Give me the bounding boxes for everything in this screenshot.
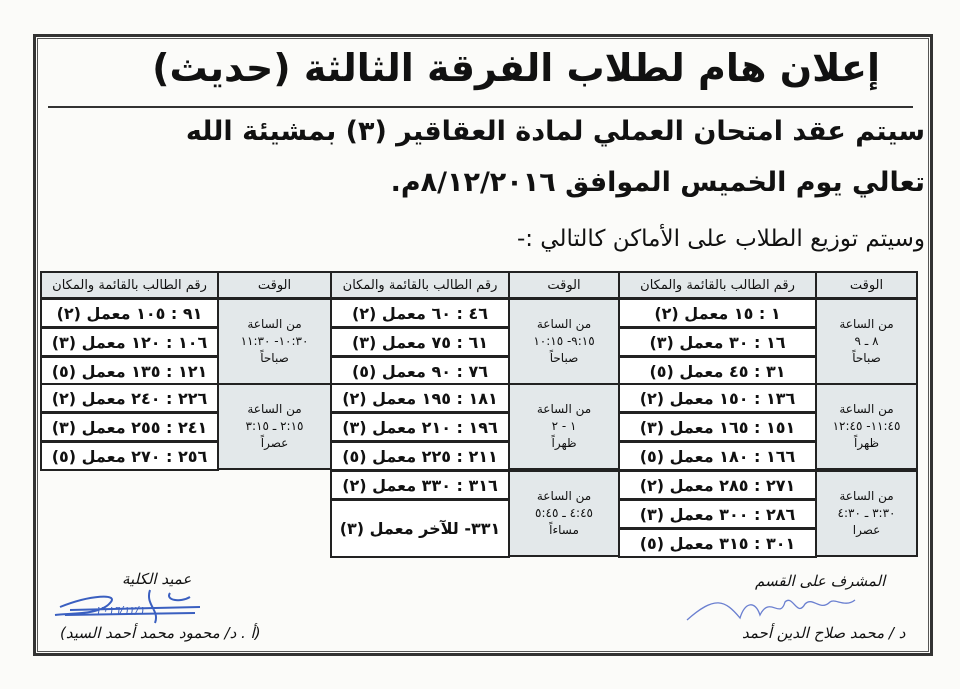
student-range-row: ٣٣١- للآخر معمل (٣)	[330, 499, 510, 558]
student-range-row: ١٢١ : ١٣٥ معمل (٥)	[40, 356, 219, 386]
student-range-row: ٢٧١ : ٢٨٥ معمل (٢)	[618, 470, 817, 500]
session-time-line: ظهراً	[853, 436, 880, 450]
student-range-row: ٦١ : ٧٥ معمل (٣)	[330, 327, 510, 357]
student-range-row: ٧٦ : ٩٠ معمل (٥)	[330, 356, 510, 386]
student-range-row: ١٦ : ٣٠ معمل (٣)	[618, 327, 817, 357]
session-time-line: من الساعة	[839, 402, 894, 416]
session-time-cell	[815, 383, 918, 470]
session-time-line: من الساعة	[247, 402, 302, 416]
header-time: الوقت	[217, 271, 332, 299]
header-students: رقم الطالب بالقائمة والمكان	[618, 271, 817, 299]
session-time-line: صباحاً	[260, 351, 289, 365]
announcement-line-3: وسيتم توزيع الطلاب على الأماكن كالتالي :-	[516, 226, 925, 252]
session-time-line: عصراً	[260, 436, 289, 450]
student-range-row: ١٣٦ : ١٥٠ معمل (٢)	[618, 383, 817, 413]
header-time: الوقت	[508, 271, 620, 299]
student-range-row: ٢٢٦ : ٢٤٠ معمل (٢)	[40, 383, 219, 413]
session-time-line: من الساعة	[536, 489, 592, 503]
session-time-line: ١ - ٢	[551, 419, 577, 433]
student-range-row: ١٥١ : ١٦٥ معمل (٣)	[618, 412, 817, 442]
student-range-row: ١٩٦ : ٢١٠ معمل (٣)	[330, 412, 510, 442]
session-time-line: صباحاً	[549, 351, 579, 365]
student-range-row: ٢٥٦ : ٢٧٠ معمل (٥)	[40, 441, 219, 471]
student-range-row: ١٦٦ : ١٨٠ معمل (٥)	[618, 441, 817, 471]
session-time-line: ١٠:٣٠- ١١:٣٠	[240, 334, 309, 348]
session-time-line: ٣:٣٠ ـ ٤:٣٠	[837, 506, 896, 520]
supervisor-title: المشرف على القسم	[755, 572, 886, 590]
session-time-line: ٨ ـ ٩	[854, 334, 879, 348]
session-time-cell	[508, 298, 620, 385]
header-time: الوقت	[815, 271, 918, 299]
student-range-row: ٣١٦ : ٣٣٠ معمل (٢)	[330, 470, 510, 500]
session-time-line: ظهراً	[551, 436, 577, 450]
session-time-cell	[815, 298, 918, 385]
student-range-row: ٩١ : ١٠٥ معمل (٢)	[40, 298, 219, 328]
session-time-cell	[217, 298, 332, 385]
student-range-row: ٢٤١ : ٢٥٥ معمل (٣)	[40, 412, 219, 442]
announcement-line-1: سيتم عقد امتحان العملي لمادة العقاقير (٣) بمشيئة الله	[185, 116, 925, 147]
student-range-row: ٣٠١ : ٣١٥ معمل (٥)	[618, 528, 817, 558]
dean-signature-date: ٢٠١٦/١٢/١	[96, 604, 145, 617]
announcement-line-2: تعالي يوم الخميس الموافق ٨/١٢/٢٠١٦م.	[390, 167, 925, 198]
session-time-line: من الساعة	[536, 402, 592, 416]
session-time-cell	[217, 383, 332, 470]
header-students: رقم الطالب بالقائمة والمكان	[40, 271, 219, 299]
session-time-line: عصرا	[852, 523, 881, 537]
session-time-line: ١١:٤٥- ١٢:٤٥	[832, 419, 901, 433]
session-time-line: صباحاً	[852, 351, 881, 365]
announcement-title: إعلان هام لطلاب الفرقة الثالثة (حديث)	[152, 46, 880, 90]
student-range-row: ٣١ : ٤٥ معمل (٥)	[618, 356, 817, 386]
session-time-cell	[815, 470, 918, 557]
session-time-cell	[508, 383, 620, 470]
student-range-row: ٢٨٦ : ٣٠٠ معمل (٣)	[618, 499, 817, 529]
dean-name: (أ . د/ محمود محمد أحمد السيد)	[60, 624, 261, 642]
session-time-line: ٩:١٥- ١٠:١٥	[533, 334, 595, 348]
session-time-line: من الساعة	[839, 489, 894, 503]
session-time-line: ٢:١٥ ـ ٣:١٥	[245, 419, 304, 433]
session-time-line: من الساعة	[247, 317, 302, 331]
session-time-line: مساءاً	[549, 523, 579, 537]
session-time-line: من الساعة	[839, 317, 894, 331]
header-students: رقم الطالب بالقائمة والمكان	[330, 271, 510, 299]
session-time-line: من الساعة	[536, 317, 592, 331]
student-range-row: ٤٦ : ٦٠ معمل (٢)	[330, 298, 510, 328]
student-range-row: ١٠٦ : ١٢٠ معمل (٣)	[40, 327, 219, 357]
student-range-row: ٢١١ : ٢٢٥ معمل (٥)	[330, 441, 510, 471]
dean-title: عميد الكلية	[122, 570, 192, 588]
title-divider	[48, 106, 913, 108]
session-time-cell	[508, 470, 620, 557]
session-time-line: ٤:٤٥ ـ ٥:٤٥	[535, 506, 593, 520]
student-range-row: ١ : ١٥ معمل (٢)	[618, 298, 817, 328]
supervisor-name: د / محمد صلاح الدين أحمد	[742, 624, 906, 642]
student-range-row: ١٨١ : ١٩٥ معمل (٢)	[330, 383, 510, 413]
